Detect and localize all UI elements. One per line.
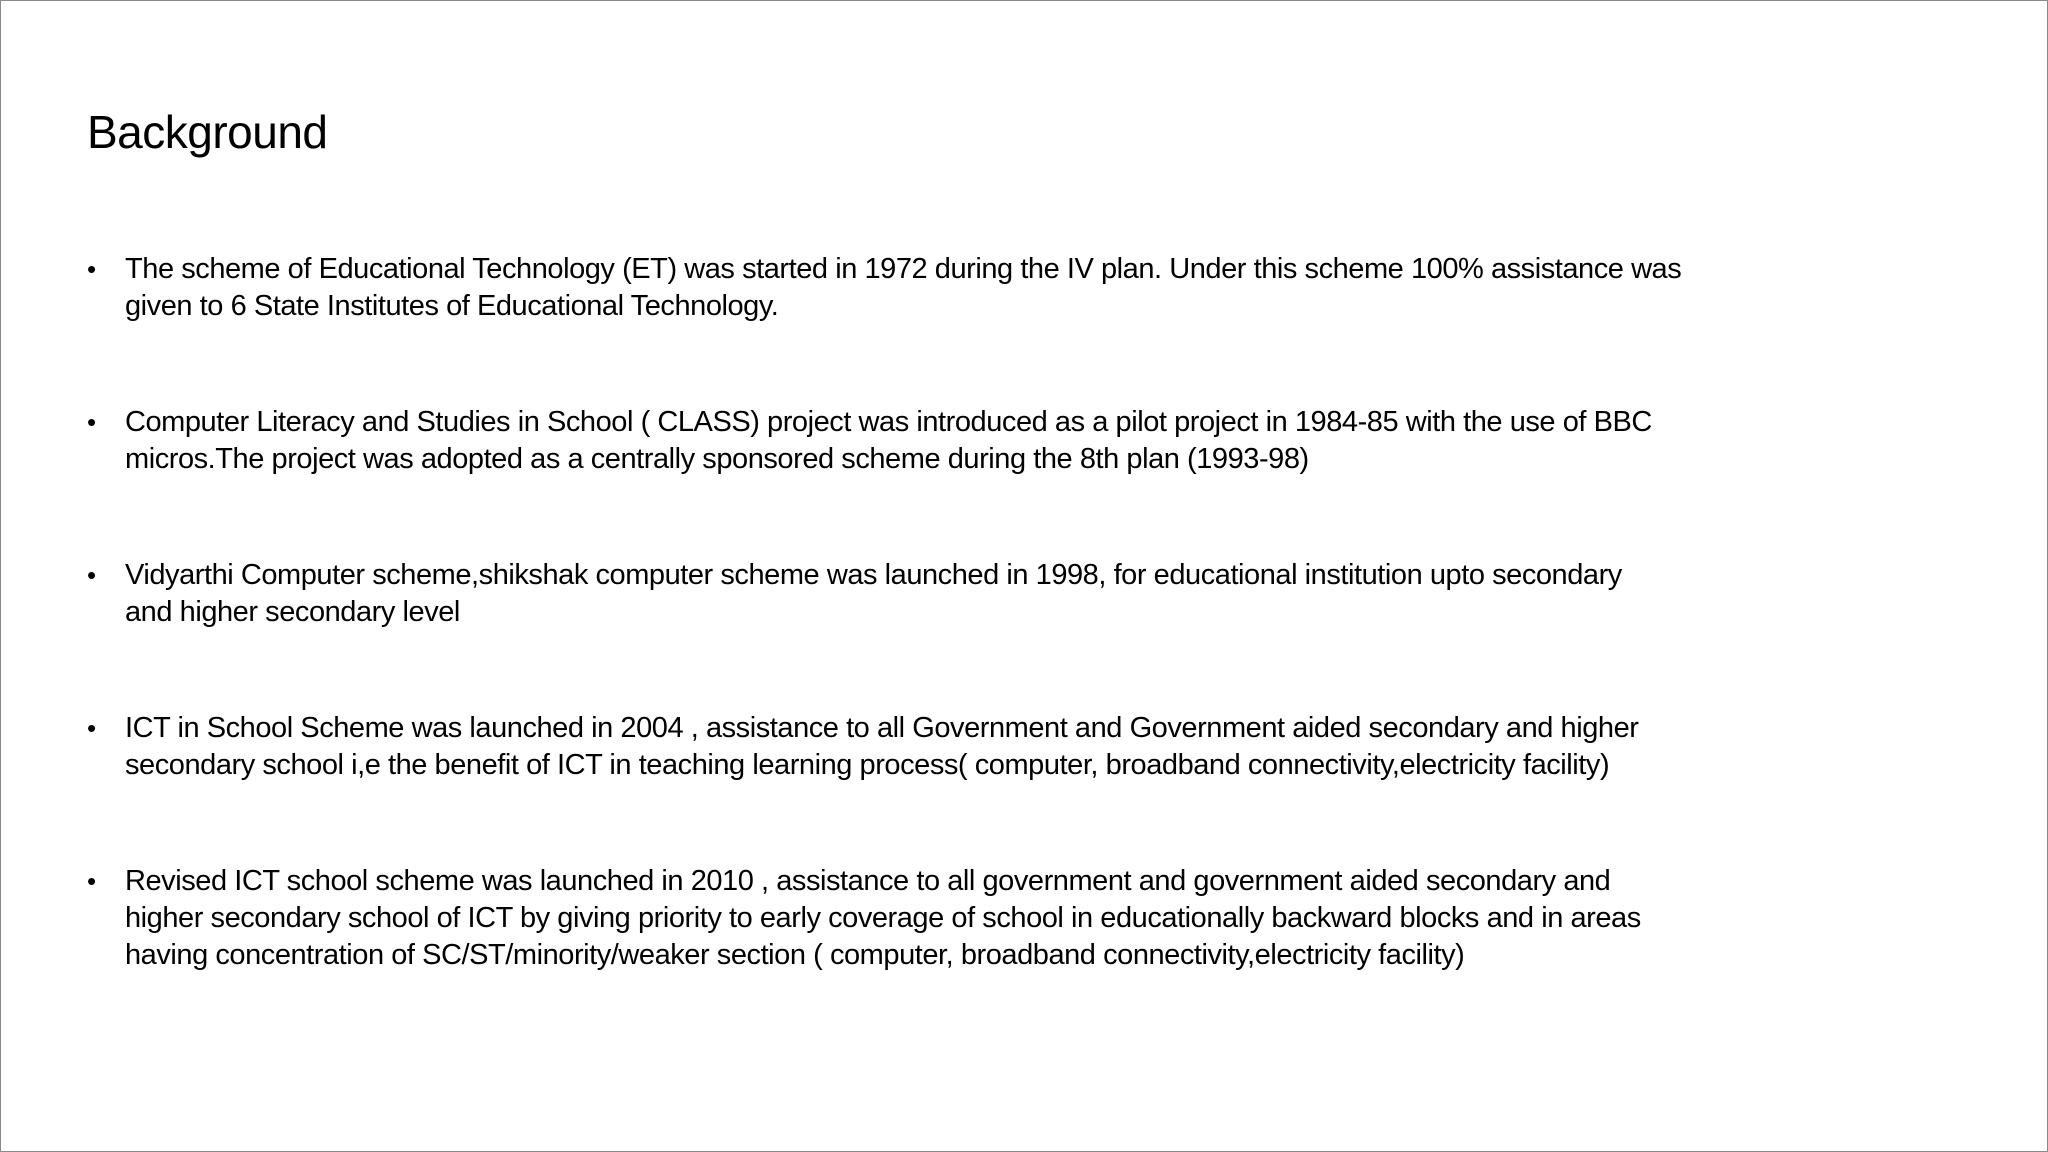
bullet-text: The scheme of Educational Technology (ET) was started in 1972 during the IV plan. Under this scheme 100% assistance was given to 6 State Institutes of Educational Technology. [125, 253, 1682, 322]
slide-title: Background [87, 106, 328, 158]
bullet-item [87, 251, 1887, 325]
bullet-icon: • [87, 254, 97, 284]
bullet-text: Computer Literacy and Studies in School ( CLASS) project was introduced as a pilot project in 1984-85 with the use of BBC micros.The project was adopted as a centrally sponsored scheme during the 8th plan (1993-98) [125, 406, 1652, 475]
bullet-item [87, 404, 1887, 478]
bullet-text: Revised ICT school scheme was launched in 2010 , assistance to all government and government aided secondary and higher secondary school of ICT by giving priority to early coverage of school in educationally backward blocks and in areas having concentration of SC/ST/minority/weaker section ( computer, broadband connectivity,electricity facility) [125, 865, 1641, 971]
bullet-item [87, 557, 1887, 631]
bullet-item [87, 863, 1887, 974]
bullet-icon: • [87, 407, 97, 437]
bullet-icon: • [87, 713, 97, 743]
bullet-text: Vidyarthi Computer scheme,shikshak computer scheme was launched in 1998, for educational institution upto secondary and higher secondary level [125, 559, 1622, 628]
bullet-text: ICT in School Scheme was launched in 2004 , assistance to all Government and Government aided secondary and higher secondary school i,e the benefit of ICT in teaching learning process( computer, broadband connectivity,electricity facility) [125, 712, 1639, 781]
bullet-item [87, 710, 1887, 784]
bullet-icon: • [87, 866, 97, 896]
bullet-icon: • [87, 560, 97, 590]
